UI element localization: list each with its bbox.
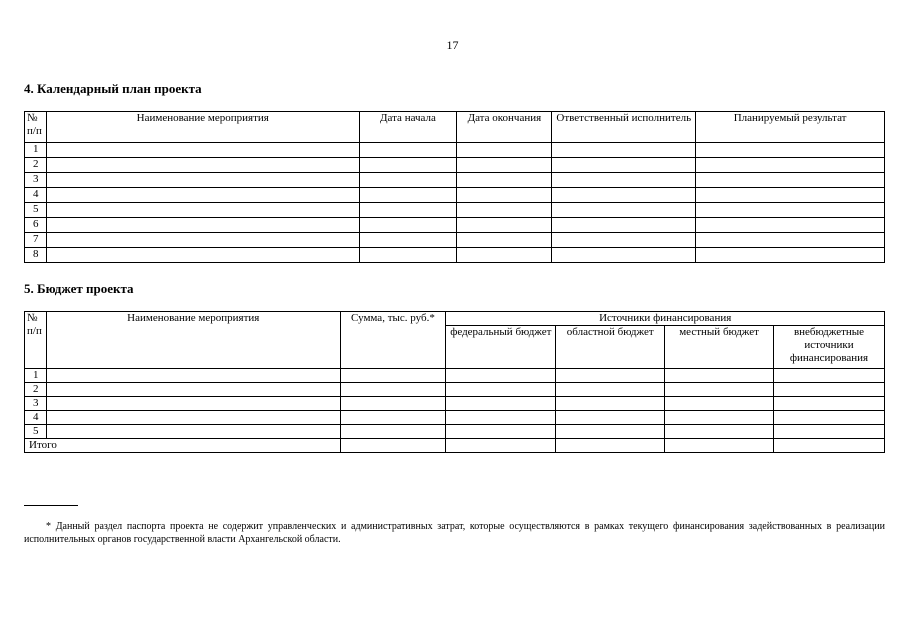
table-cell xyxy=(446,397,556,411)
table-cell xyxy=(696,248,885,263)
header-federal-budget: федеральный бюджет xyxy=(446,326,556,369)
table-cell xyxy=(556,397,665,411)
table-cell xyxy=(556,369,665,383)
table-cell xyxy=(696,173,885,188)
table-cell xyxy=(446,411,556,425)
table-cell xyxy=(665,425,774,439)
row-number: 2 xyxy=(25,383,47,397)
table-cell xyxy=(46,383,340,397)
header-funding-sources: Источники финансирования xyxy=(446,312,885,326)
table-cell xyxy=(340,425,446,439)
table-cell xyxy=(359,158,457,173)
table-cell xyxy=(774,439,885,453)
table-cell xyxy=(46,248,359,263)
table-cell xyxy=(340,369,446,383)
table-cell xyxy=(46,411,340,425)
table-cell xyxy=(46,158,359,173)
table-cell xyxy=(457,218,552,233)
table-row xyxy=(25,158,885,173)
row-number: 8 xyxy=(25,248,47,263)
row-number: 1 xyxy=(25,369,47,383)
table-cell xyxy=(552,188,696,203)
table-header-row xyxy=(25,312,885,326)
table-cell xyxy=(46,143,359,158)
header-regional-budget: областной бюджет xyxy=(556,326,665,369)
table-row xyxy=(25,425,885,439)
table-cell xyxy=(446,369,556,383)
table-cell xyxy=(696,158,885,173)
calendar-plan-title: 4. Календарный план проекта xyxy=(24,81,202,96)
table-cell xyxy=(340,439,446,453)
table-row xyxy=(25,383,885,397)
table-cell xyxy=(774,425,885,439)
header-extrabudgetary: внебюджетные источники финансирования xyxy=(774,326,885,369)
table-cell xyxy=(457,203,552,218)
table-cell xyxy=(359,173,457,188)
header-num: № п/п xyxy=(25,112,47,143)
table-cell xyxy=(46,218,359,233)
table-cell xyxy=(665,397,774,411)
header-responsible: Ответственный исполнитель xyxy=(552,112,696,143)
table-cell xyxy=(552,203,696,218)
page-number: 17 xyxy=(446,38,459,52)
table-cell xyxy=(774,383,885,397)
table-row xyxy=(25,233,885,248)
row-number: 4 xyxy=(25,188,47,203)
table-cell xyxy=(340,383,446,397)
table-cell xyxy=(552,233,696,248)
table-cell xyxy=(774,369,885,383)
header-sum: Сумма, тыс. руб.* xyxy=(340,312,446,369)
row-number: 7 xyxy=(25,233,47,248)
table-cell xyxy=(457,173,552,188)
header-num: № п/п xyxy=(25,312,47,369)
table-cell xyxy=(552,248,696,263)
table-cell xyxy=(446,383,556,397)
header-local-budget: местный бюджет xyxy=(665,326,774,369)
table-cell xyxy=(696,143,885,158)
table-cell xyxy=(556,383,665,397)
row-number: 2 xyxy=(25,158,47,173)
table-cell xyxy=(696,203,885,218)
table-cell xyxy=(665,383,774,397)
table-header-row xyxy=(25,112,885,143)
table-row xyxy=(25,248,885,263)
table-row xyxy=(25,203,885,218)
table-cell xyxy=(359,233,457,248)
budget-table xyxy=(24,311,885,453)
row-number: 4 xyxy=(25,411,47,425)
table-cell xyxy=(696,218,885,233)
table-cell xyxy=(457,233,552,248)
table-cell xyxy=(359,188,457,203)
table-cell xyxy=(46,425,340,439)
header-planned-result: Планируемый результат xyxy=(696,112,885,143)
table-cell xyxy=(359,248,457,263)
table-cell xyxy=(696,233,885,248)
header-end-date: Дата окончания xyxy=(457,112,552,143)
table-cell xyxy=(46,369,340,383)
table-row xyxy=(25,218,885,233)
table-cell xyxy=(446,439,556,453)
table-row xyxy=(25,173,885,188)
table-cell xyxy=(359,218,457,233)
header-activity-name: Наименование мероприятия xyxy=(46,112,359,143)
header-activity-name: Наименование мероприятия xyxy=(46,312,340,369)
table-cell xyxy=(774,411,885,425)
table-cell xyxy=(556,411,665,425)
table-cell xyxy=(340,411,446,425)
table-cell xyxy=(457,248,552,263)
table-cell xyxy=(774,397,885,411)
footnote-separator xyxy=(24,505,78,506)
table-cell xyxy=(46,173,359,188)
row-number: 3 xyxy=(25,397,47,411)
budget-title: 5. Бюджет проекта xyxy=(24,281,134,296)
row-number: 3 xyxy=(25,173,47,188)
table-row xyxy=(25,411,885,425)
row-number: 6 xyxy=(25,218,47,233)
table-cell xyxy=(457,143,552,158)
table-row xyxy=(25,397,885,411)
table-cell xyxy=(665,411,774,425)
table-cell xyxy=(46,233,359,248)
header-start-date: Дата начала xyxy=(359,112,457,143)
table-row xyxy=(25,369,885,383)
total-label: Итого xyxy=(25,439,341,453)
row-number: 5 xyxy=(25,425,47,439)
table-cell xyxy=(359,203,457,218)
table-cell xyxy=(556,425,665,439)
table-cell xyxy=(552,158,696,173)
table-cell xyxy=(46,397,340,411)
table-cell xyxy=(552,173,696,188)
table-cell xyxy=(552,218,696,233)
table-cell xyxy=(696,188,885,203)
table-cell xyxy=(46,188,359,203)
table-cell xyxy=(340,397,446,411)
calendar-plan-table xyxy=(24,111,885,263)
table-cell xyxy=(457,158,552,173)
table-row xyxy=(25,188,885,203)
table-cell xyxy=(46,203,359,218)
table-cell xyxy=(552,143,696,158)
table-cell xyxy=(446,425,556,439)
table-cell xyxy=(665,439,774,453)
table-row xyxy=(25,143,885,158)
table-cell xyxy=(359,143,457,158)
total-row xyxy=(25,439,885,453)
table-cell xyxy=(665,369,774,383)
row-number: 5 xyxy=(25,203,47,218)
table-cell xyxy=(556,439,665,453)
row-number: 1 xyxy=(25,143,47,158)
table-cell xyxy=(457,188,552,203)
footnote: * Данный раздел паспорта проекта не содержит управленческих и административных затрат, которые осуществляются в рамках текущего финансирования задействованных в реализации исполнительных органов государственной власти Архангельской области. xyxy=(24,521,885,545)
